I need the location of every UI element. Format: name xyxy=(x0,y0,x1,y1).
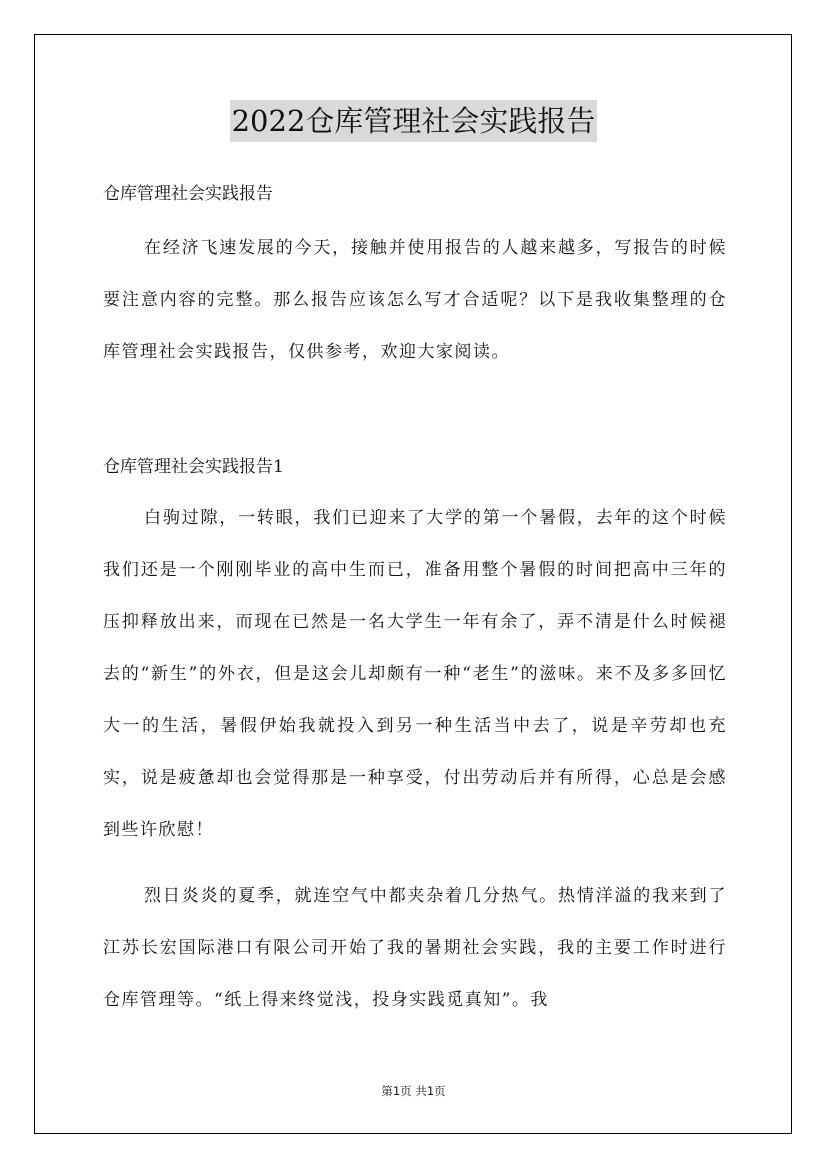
intro-paragraph: 在经济飞速发展的今天，接触并使用报告的人越来越多，写报告的时候要注意内容的完整。那么报告应该怎么写才合适呢？以下是我收集整理的仓库管理社会实践报告，仅供参考，欢迎大家阅读。 xyxy=(103,238,727,362)
title-container xyxy=(0,100,827,142)
page-footer: 第1页 共1页 xyxy=(381,1084,446,1098)
document-title: 2022仓库管理社会实践报告 xyxy=(230,100,598,142)
section-heading: 仓库管理社会实践报告1 xyxy=(103,457,284,477)
document-subtitle: 仓库管理社会实践报告 xyxy=(103,184,273,204)
body-paragraph-2: 烈日炎炎的夏季，就连空气中都夹杂着几分热气。热情洋溢的我来到了江苏长宏国际港口有限公司开始了我的暑期社会实践，我的主要工作时进行仓库管理等。“纸上得来终觉浅，投身实践觅真知”。我 xyxy=(103,886,727,1010)
body-paragraph-1: 白驹过隙，一转眼，我们已迎来了大学的第一个暑假，去年的这个时候我们还是一个刚刚毕业的高中生而已，准备用整个暑假的时间把高中三年的压抑释放出来，而现在已然是一名大学生一年有余了，弄不清是什么时候褪去的“新生”的外衣，但是这会儿却颇有一种“老生”的滋味。来不及多多回忆大一的生活，暑假伊始我就投入到另一种生活当中去了，说是辛劳却也充实，说是疲惫却也会觉得那是一种享受，付出劳动后并有所得，心总是会感到些许欣慰！ xyxy=(103,508,727,840)
